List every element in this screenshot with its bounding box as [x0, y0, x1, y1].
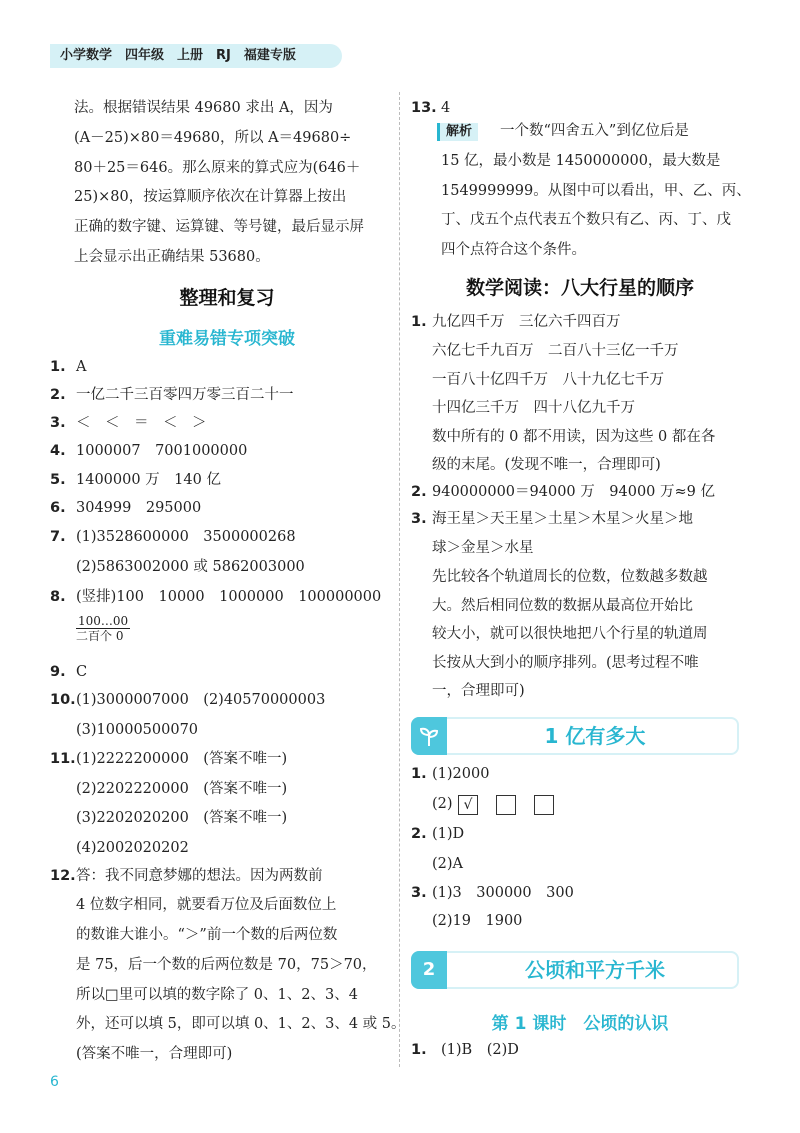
intro-line: 25)×80，按运算顺序依次在计算器上按出: [74, 189, 347, 206]
answer-line: 一，合理即可): [432, 683, 525, 699]
page-number: 6: [50, 1074, 59, 1090]
answer-line: (4)2002020202: [76, 840, 189, 856]
answer-line: (3)10000500070: [76, 722, 199, 738]
answer-line: 4 位数字相同，就要看万位及后面数位上: [76, 897, 337, 913]
item-number: 3.: [411, 885, 427, 901]
answer-line: A: [76, 359, 87, 375]
item-number: 7.: [50, 529, 66, 545]
note-100-zeros: [76, 614, 130, 643]
analysis-line: 四个点符合这个条件。: [441, 242, 586, 259]
answer-line: 球＞金星＞水星: [432, 540, 534, 556]
sprout-icon: [411, 717, 447, 755]
analysis-line: 1549999999。从图中可以看出，甲、乙、丙、: [441, 182, 751, 199]
banner-2: [411, 951, 739, 989]
item-number: 2.: [411, 826, 427, 842]
section-title: 整理和复习: [179, 287, 275, 309]
item-number: 1.: [411, 314, 427, 330]
analysis-line: 丁、戊五个点代表五个数只有乙、丙、丁、戊: [441, 212, 731, 229]
item-number: 2.: [411, 484, 427, 500]
intro-line: 上会显示出正确结果 53680。: [74, 249, 270, 265]
banner-2-badge: 2: [411, 951, 447, 989]
banner-1-title: 1 亿有多大: [544, 724, 646, 748]
answer-line: 1000007 7001000000: [76, 443, 248, 459]
item-number: 3.: [411, 511, 427, 527]
answer-line: (2)19 1900: [432, 913, 523, 929]
item-number: 4.: [50, 443, 66, 459]
answer-line: C: [76, 664, 88, 680]
answer-line: 所以□里可以填的数字除了 0、1、2、3、4: [76, 987, 358, 1003]
answer-checkbox: [534, 795, 554, 815]
answer-line: (1)3 300000 300: [432, 885, 574, 901]
answer-line: (1)2000: [432, 766, 490, 782]
answer-line: (答案不唯一，合理即可): [76, 1046, 233, 1062]
answer-line: 的数谁大谁小。“＞”前一个数的后两位数: [76, 927, 338, 943]
item-number: 2.: [50, 387, 66, 403]
item-13-num: 13.: [411, 100, 437, 116]
answer-line: 304999 295000: [76, 500, 202, 516]
item-13-answer: 4: [441, 100, 451, 116]
answer-line: 九亿四千万 三亿六千四百万: [432, 314, 621, 330]
analysis-tag: 解析: [437, 123, 478, 141]
answer-line: 较大小，就可以很快地把八个行星的轨道周: [432, 626, 708, 642]
banner-1: [411, 717, 739, 755]
answer-line: (2)2202220000 (答案不唯一): [76, 781, 288, 797]
answer-line: 940000000＝94000 万 94000 万≈9 亿: [432, 484, 715, 500]
item-number: 9.: [50, 664, 66, 680]
last-item-text: (1)B (2)D: [441, 1042, 519, 1058]
analysis-line: 15 亿，最小数是 1450000000，最大数是: [441, 152, 721, 169]
answer-line: 一亿二千三百零四万零三百二十一: [76, 387, 294, 403]
note-bottom: 二百个 0: [76, 629, 124, 643]
note-top: 100…00: [78, 614, 129, 628]
answer-line: 数中所有的 0 都不用读，因为这些 0 都在各: [432, 429, 716, 445]
answer-checkbox: [496, 795, 516, 815]
answer-line: 级的末尾。(发现不唯一，合理即可): [432, 457, 661, 473]
answer-line: 外，还可以填 5，即可以填 0、1、2、3、4 或 5。: [76, 1016, 406, 1032]
item-number: 8.: [50, 589, 66, 605]
item-number: 6.: [50, 500, 66, 516]
answer-line: (2)A: [432, 856, 464, 872]
item-number: 1.: [50, 359, 66, 375]
answer-line: 1400000 万 140 亿: [76, 472, 221, 488]
item-number: 12.: [50, 868, 76, 884]
answer-line: 先比较各个轨道周长的位数，位数越多数越: [432, 569, 708, 585]
answer-line: 一百八十亿四千万 八十九亿七千万: [432, 372, 664, 388]
item-number: 11.: [50, 751, 76, 767]
column-divider: [399, 92, 400, 1067]
reading-title: 数学阅读：八大行星的顺序: [465, 277, 694, 299]
answer-line: 是 75，后一个数的后两位数是 70，75＞70，: [76, 957, 377, 973]
answer-line: (1)3000007000 (2)40570000003: [76, 692, 326, 708]
banner-2-title: 公顷和平方千米: [525, 958, 665, 982]
item-number: 1.: [411, 766, 427, 782]
header-tab: 小学数学 四年级 上册 RJ 福建专版: [50, 44, 342, 68]
subsection-title: 重难易错专项突破: [159, 329, 295, 349]
answer-line: (1)2222200000 (答案不唯一): [76, 751, 288, 767]
answer-line: (1)3528600000 3500000268: [76, 529, 296, 545]
answer-line: (2)5863002000 或 5862003000: [76, 559, 305, 575]
analysis-line: 一个数“四舍五入”到亿位后是: [500, 123, 689, 139]
answer-line: (竖排)100 10000 1000000 100000000: [76, 589, 382, 605]
answer-line: 海王星＞天王星＞土星＞木星＞火星＞地: [432, 511, 693, 527]
last-item-num: 1.: [411, 1042, 427, 1058]
answer-line: (3)2202020200 (答案不唯一): [76, 810, 288, 826]
answer-line: (1)D: [432, 826, 465, 842]
item-number: 5.: [50, 472, 66, 488]
answer-line: 长按从大到小的顺序排列。(思考过程不唯: [432, 655, 699, 671]
answer-line: (2): [432, 796, 453, 812]
checkbox-group: [458, 794, 572, 815]
answer-line: 六亿七千九百万 二百八十三亿一千万: [432, 343, 679, 359]
intro-line: (A－25)×80＝49680，所以 A＝49680÷: [74, 129, 352, 146]
answer-checkbox: √: [458, 795, 478, 815]
lesson-title: 第 1 课时 公顷的认识: [491, 1014, 669, 1034]
intro-line: 正确的数字键、运算键、等号键，最后显示屏: [74, 219, 364, 236]
answer-line: 答：我不同意梦娜的想法。因为两数前: [76, 868, 323, 884]
answer-line: 十四亿三千万 四十八亿九千万: [432, 400, 635, 416]
intro-line: 80＋25＝646。那么原来的算式应为(646＋: [74, 159, 361, 176]
intro-line: 法。根据错误结果 49680 求出 A，因为: [74, 100, 333, 116]
item-number: 3.: [50, 415, 66, 431]
item-number: 10.: [50, 692, 76, 708]
answer-line: ＜ ＜ ＝ ＜ ＞: [76, 415, 207, 431]
answer-line: 大。然后相同位数的数据从最高位开始比: [432, 598, 693, 614]
